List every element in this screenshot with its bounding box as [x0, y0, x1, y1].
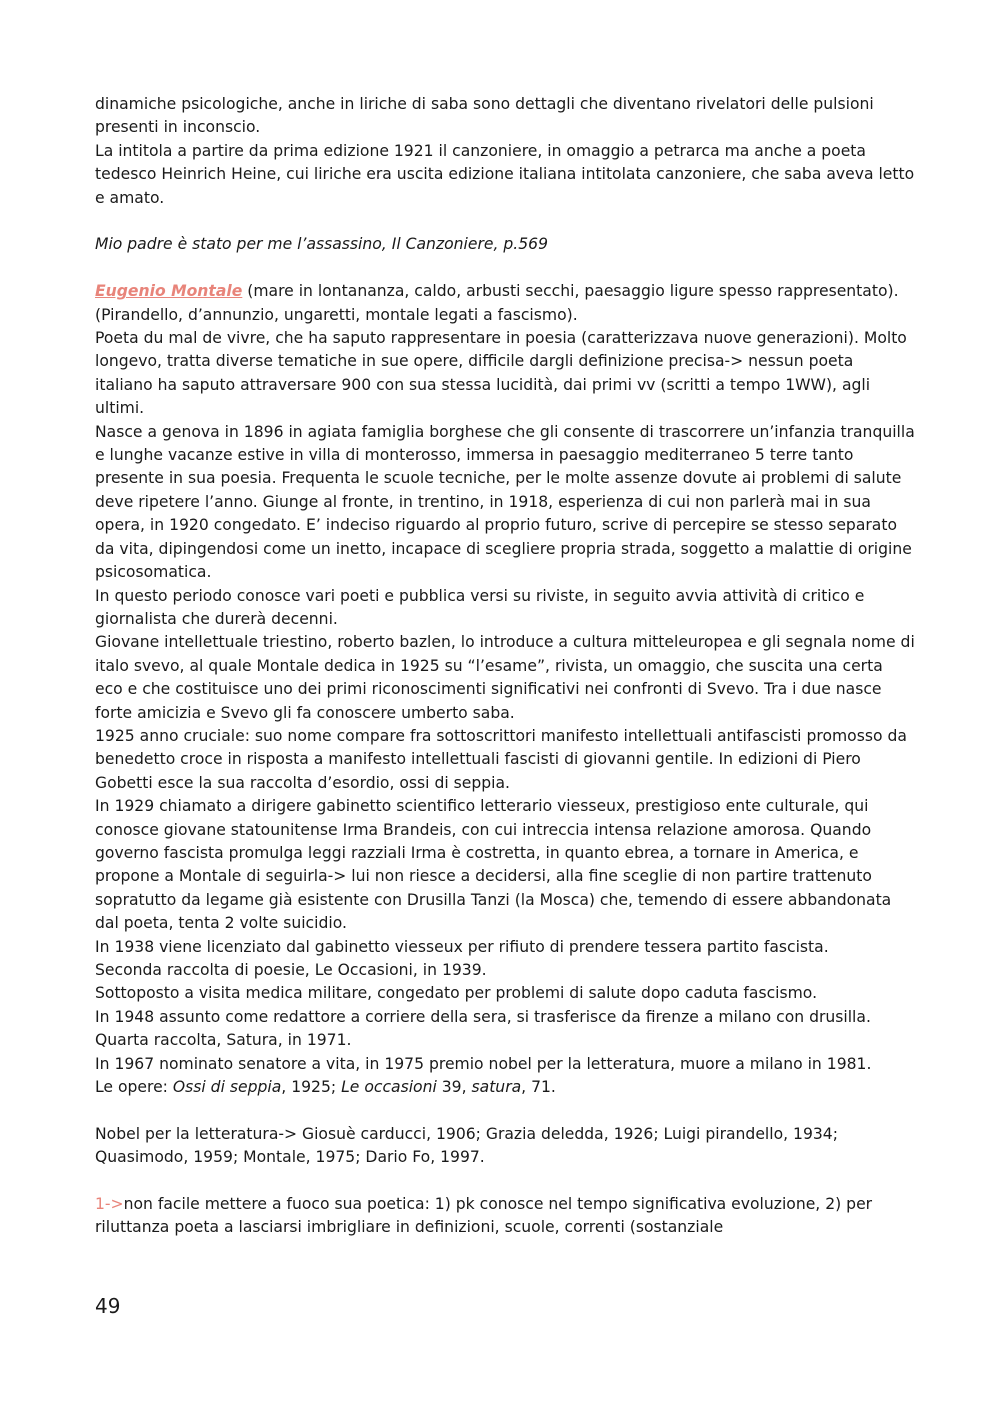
paragraph: dinamiche psicologiche, anche in liriche di saba sono dettagli che diventano rivelatori delle pulsioni presenti in inconscio.: [95, 95, 874, 137]
opere-label: Le opere:: [95, 1078, 173, 1097]
opere-text: 39,: [436, 1078, 472, 1097]
paragraph: Poeta du mal de vivre, che ha saputo rappresentare in poesia (caratterizzava nuove generazioni). Molto longevo, tratta diverse tematiche in sue opere, difficile dargli definizione precisa-> nessun poeta italiano ha saputo attraversare 900 con sua stessa lucidità, dai primi vv (scritti a tempo 1WW), agli ultimi.: [95, 329, 907, 418]
blank-line: [95, 1099, 915, 1122]
opere-paragraph: [95, 1076, 915, 1099]
blank-line: [95, 210, 915, 233]
paragraph: In 1948 assunto come redattore a corriere della sera, si trasferisce da firenze a milano con drusilla. Quarta raccolta, Satura, in 1971.: [95, 1007, 871, 1050]
opere-text: , 1925;: [281, 1078, 342, 1097]
paragraph: Sottoposto a visita medica militare, congedato per problemi di salute dopo caduta fascismo.: [95, 984, 818, 1003]
paragraph: In 1929 chiamato a dirigere gabinetto scientifico letterario viesseux, prestigioso ente culturale, qui conosce giovane statounitense Irma Brandeis, con cui intreccia intensa relazione amorosa. Quando governo fascista promulga leggi razziali Irma è costretta, in quanto ebrea, a tornare in America, e propone a Montale di seguirla-> lui non riesce a decidersi, alla fine sceglie di non partire trattenuto sopratutto da legame già esistente con Drusilla Tanzi (la Mosca) che, temendo di essere abbandonata dal poeta, tenta 2 volte suicidio.: [95, 797, 892, 933]
paragraph: In questo periodo conosce vari poeti e pubblica versi su riviste, in seguito avvia attività di critico e giornalista che durerà decenni.: [95, 586, 865, 628]
page-number: 49: [95, 1294, 121, 1318]
blank-line: [95, 257, 915, 280]
montale-intro-paragraph: [95, 280, 915, 303]
montale-heading-link[interactable]: Eugenio Montale: [95, 282, 243, 301]
paragraph: La intitola a partire da prima edizione 1921 il canzoniere, in omaggio a petrarca ma anche a poeta tedesco Heinrich Heine, cui liriche era uscita edizione italiana intitolata canzoniere, che saba aveva letto e amato.: [95, 141, 915, 207]
page-body: [95, 93, 915, 1240]
opere-text: , 71.: [521, 1078, 556, 1097]
last-paragraph: [95, 1193, 915, 1240]
opere-work-title: satura: [471, 1078, 522, 1097]
paragraph: Nobel per la letteratura-> Giosuè carducci, 1906; Grazia deledda, 1926; Luigi pirandello, 1934; Quasimodo, 1959; Montale, 1975; Dario Fo, 1997.: [95, 1124, 838, 1167]
last-paragraph-text: non facile mettere a fuoco sua poetica: 1) pk conosce nel tempo significativa evoluzione, 2) per riluttanza poeta a lasciarsi imbrigliare in definizioni, scuole, correnti (sostanziale: [95, 1195, 873, 1237]
paragraph: In 1967 nominato senatore a vita, in 1975 premio nobel per la letteratura, muore a milano in 1981.: [95, 1054, 872, 1073]
montale-intro-text: (mare in lontananza, caldo, arbusti secchi, paesaggio ligure spesso rappresentato).: [242, 282, 899, 301]
opere-work-title: Ossi di seppia: [172, 1078, 282, 1097]
paragraph: 1925 anno cruciale: suo nome compare fra sottoscrittori manifesto intellettuali antifascisti promosso da benedetto croce in risposta a manifesto intellettuali fascisti di giovanni gentile. In edizioni di Piero Gobetti esce la sua raccolta d’esordio, ossi di seppia.: [95, 726, 907, 792]
blank-line: [95, 1170, 915, 1193]
paragraph: In 1938 viene licenziato dal gabinetto viesseux per rifiuto di prendere tessera partito fascista.: [95, 937, 829, 956]
paragraph: Giovane intellettuale triestino, roberto bazlen, lo introduce a cultura mitteleuropea e gli segnala nome di italo svevo, al quale Montale dedica in 1925 su “l’esame”, rivista, un omaggio, che suscita una certa eco e che costituisce uno dei primi riconoscimenti significativi nei confronti di Svevo. Tra i due nasce forte amicizia e Svevo gli fa conoscere umberto saba.: [95, 633, 915, 722]
paragraph: (Pirandello, d’annunzio, ungaretti, montale legati a fascismo).: [95, 305, 578, 324]
quote-line: Mio padre è stato per me l’assassino, Il Canzoniere, p.569: [95, 235, 549, 254]
paragraph: Nasce a genova in 1896 in agiata famiglia borghese che gli consente di trascorrere un’infanzia tranquilla e lunghe vacanze estive in villa di monterosso, immersa in paesaggio mediterraneo 5 terre tanto presente in sua poesia. Frequenta le scuole tecniche, per le molte assenze dovute ai problemi di salute deve ripetere l’anno. Giunge al fronte, in trentino, in 1918, esperienza di cui non parlerà mai in sua opera, in 1920 congedato. E’ indeciso riguardo al proprio futuro, scrive di percepire se stesso separato da vita, dipingendosi come un inetto, incapace di scegliere propria strada, soggetto a malattie di origine psicosomatica.: [95, 422, 915, 582]
opere-work-title: Le occasioni: [341, 1078, 437, 1097]
paragraph: Seconda raccolta di poesie, Le Occasioni, in 1939.: [95, 961, 487, 979]
list-marker: 1->: [95, 1195, 124, 1214]
